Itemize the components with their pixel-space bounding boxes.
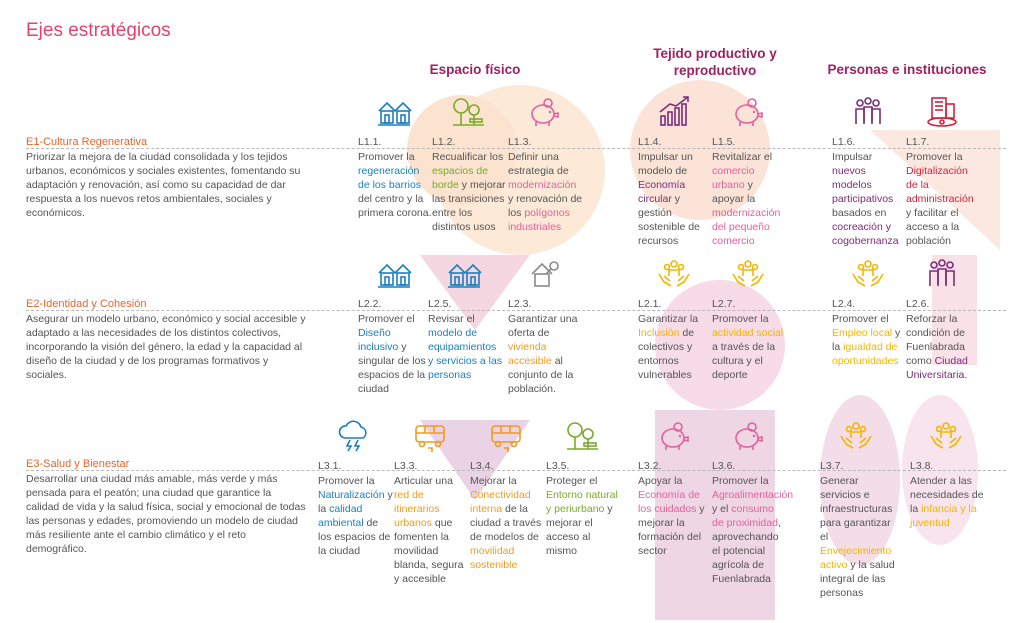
highlight-text: Ciudad Universitaria [906,355,968,381]
line-text-l12 [432,150,507,234]
line-code-l12: L1.2. [432,136,456,148]
line-code-l31: L3.1. [318,460,342,472]
line-text-l21 [638,312,713,382]
line-code-l35: L3.5. [546,460,570,472]
column-heading-tejido: Tejido productivo y reproductivo [653,46,777,78]
piggy-bank-icon [730,418,766,454]
line-code-l25: L2.5. [428,298,452,310]
highlight-text: modelo de equipamientos y servicios a las personas [428,327,503,381]
care-hands-icon [730,256,766,292]
row-title-e1: E1-Cultura Regenerativa [26,136,148,148]
care-hands-icon [850,256,886,292]
highlight-text: Conectividad interna [470,489,531,515]
body-text: . [964,369,968,381]
highlight-text: regeneración de los barrios [358,165,422,191]
line-code-l33: L3.3. [394,460,418,472]
line-code-l26: L2.6. [906,298,930,310]
line-text-l11 [358,150,433,220]
body-text: Generar servicios e infraestructuras para garantizar el [820,475,893,543]
body-text: Promover la [318,475,375,487]
highlight-text: modernización [508,179,577,191]
body-text: y singular de los espacios de la ciudad [358,341,426,395]
row-divider-e1 [26,148,1006,149]
highlight-text: actividad social [712,327,784,339]
houses-icon [376,256,412,292]
column-heading-espacio: Espacio físico [429,62,521,77]
highlight-text: movilidad sostenible [470,545,518,571]
body-text: de los espacios de la ciudad [318,517,391,557]
highlight-text: espacios de borde [432,165,489,191]
care-hands-icon [656,256,692,292]
line-text-l31 [318,474,393,558]
house-key-icon [526,256,562,292]
body-text: Promover la [358,151,415,163]
body-text: Garantizar una oferta de [508,313,578,339]
body-text: Revitalizar el [712,151,773,163]
line-code-l34: L3.4. [470,460,494,472]
row-description-e3: Desarrollar una ciudad más amable, más verde y más pensada para el peatón; una ciudad que garantice la calidad de vida y la salud física, social y emocional de todas las personas y edades, promoviendo un modelo de ciudad más resiliente ante el cambio climático y el reto demográfico. [26,473,306,555]
line-text-l32 [638,474,713,558]
storm-cloud-icon [336,418,372,454]
highlight-text: Inclusión [638,327,680,339]
care-hands-icon [838,418,874,454]
body-text: Promover el [358,313,415,325]
highlight-text: red de itinerarios urbanos [394,489,440,529]
line-text-l37 [820,474,895,600]
body-text: y gestión sostenible de recursos [638,193,700,247]
houses-icon [376,94,412,130]
body-text: Definir una estrategia de [508,151,569,177]
body-text: al conjunto de la población. [508,355,574,395]
body-text: y la salud integral de las personas [820,559,895,599]
line-code-l17: L1.7. [906,136,930,148]
body-text: y el [712,503,732,515]
highlight-text: vivienda accesible [508,341,552,367]
body-text: que fomenten la movilidad blanda, segura y accesible [394,517,464,585]
line-text-l25 [428,312,503,382]
park-icon [450,94,486,130]
line-code-l16: L1.6. [832,136,856,148]
highlight-text: Agroalimentación [712,489,794,501]
highlight-text: infancia y la juventud [910,503,977,529]
line-text-l24 [832,312,907,368]
line-code-l15: L1.5. [712,136,736,148]
highlight-text: Economía de los cuidados [638,489,700,515]
line-code-l22: L2.2. [358,298,382,310]
highlight-text: Economía circular [638,179,686,205]
highlight-text: cocreación y cogobernanza [832,221,899,247]
houses-icon [446,256,482,292]
body-text: Impulsar un modelo de [638,151,693,177]
highlight-text: Naturalización [318,489,385,501]
body-text: Apoyar la [638,475,683,487]
line-code-l13: L1.3. [508,136,532,148]
growth-chart-icon [656,94,692,130]
highlight-text: Diseño inclusivo [358,327,399,353]
body-text: y apoyar la [712,179,756,205]
line-code-l36: L3.6. [712,460,736,472]
line-code-l24: L2.4. [832,298,856,310]
park-icon [564,418,600,454]
row-description-e2: Asegurar un modelo urbano, económico y social accesible y adaptado a las necesidades de los distintos colectivos, incorporando la visión del género, la edad y la capacidad al diseño de la ciudad y de los programas formativos y sociales. [26,313,306,381]
body-text: de colectivos y entornos vulnerables [638,327,695,381]
highlight-text: Empleo local [832,327,893,339]
body-text: Promover el [832,313,889,325]
body-text: del centro y la primera corona. [358,193,432,219]
line-code-l11: L1.1. [358,136,382,148]
line-text-l34 [470,474,545,572]
line-text-l14 [638,150,713,248]
line-text-l13 [508,150,583,234]
line-code-l38: L3.8. [910,460,934,472]
row-title-e3: E3-Salud y Bienestar [26,458,130,470]
piggy-bank-icon [526,94,562,130]
people-group-icon [850,94,886,130]
highlight-text: Entorno natural y periurbano [546,489,618,515]
people-group-icon [924,256,960,292]
line-code-l32: L3.2. [638,460,662,472]
line-code-l23: L2.3. [508,298,532,310]
line-text-l33 [394,474,469,586]
body-text: Proteger el [546,475,598,487]
body-text: Atender a las necesidades de la [910,475,984,515]
care-hands-icon [928,418,964,454]
row-description-e1: Priorizar la mejora de la ciudad consolidada y los tejidos urbanos, económicos y sociales existentes, fomentando su adaptación y renovación, así como su capacidad de dar respuesta a los nuevos retos ambientales, sociales y económicos. [26,151,301,219]
highlight-text: igualdad de oportunidades [832,341,899,367]
body-text: y la [832,327,901,353]
line-text-l26 [906,312,981,382]
body-text: a través de la cultura y el deporte [712,341,776,381]
line-code-l21: L2.1. [638,298,662,310]
line-code-l27: L2.7. [712,298,736,310]
highlight-text: comercio urbano [712,165,755,191]
highlight-text: polígonos industriales [508,207,570,233]
digital-admin-icon [924,94,960,130]
body-text: basados en [832,207,887,219]
body-text: Promover la [712,313,769,325]
body-text: Garantizar la [638,313,699,325]
piggy-bank-icon [730,94,766,130]
body-text: Impulsar [832,151,873,163]
line-text-l36 [712,474,794,586]
line-text-l23 [508,312,583,396]
page-title: Ejes estratégicos [26,20,171,41]
body-text: y mejorar el acceso al mismo [546,503,613,557]
body-text: Promover la [712,475,769,487]
line-text-l22 [358,312,433,396]
body-text: Articular una [394,475,453,487]
body-text: y la [318,489,393,515]
row-divider-e2 [26,310,1006,311]
line-text-l35 [546,474,621,558]
body-text: Promover la [906,151,963,163]
electric-bus-icon [488,418,524,454]
body-text: Revisar el [428,313,475,325]
highlight-text: calidad ambiental [318,503,364,529]
line-text-l17 [906,150,981,248]
highlight-text: Envejecimiento activo [820,545,892,571]
body-text: y renovación de los [508,193,583,219]
line-code-l14: L1.4. [638,136,662,148]
highlight-text: nuevos modelos participativos [832,165,894,205]
line-code-l37: L3.7. [820,460,844,472]
line-text-l38 [910,474,985,530]
electric-bus-icon [412,418,448,454]
body-text: Mejorar la [470,475,517,487]
column-heading-personas: Personas e instituciones [827,62,987,77]
body-text: , aprovechando el potencial agrícola de Fuenlabrada [712,517,781,585]
highlight-text: consumo de proximidad [712,503,778,529]
row-title-e2: E2-Identidad y Cohesión [26,298,147,310]
body-text: y mejorar la formación del sector [638,503,705,557]
line-text-l15 [712,150,787,248]
body-text: de la ciudad a través de modelos de [470,503,542,543]
line-text-l27 [712,312,787,382]
highlight-text: modernización del pequeño comercio [712,207,781,247]
line-text-l16 [832,150,907,248]
piggy-bank-icon [656,418,692,454]
body-text: Reforzar la condición de Fuenlabrada como [906,313,965,367]
body-text: y mejorar las transiciones entre los distintos usos [432,179,506,233]
body-text: y facilitar el acceso a la población [906,207,960,247]
highlight-text: Digitalización de la administración [906,165,974,205]
body-text: Recualificar los [432,151,504,163]
row-divider-e3 [26,470,1006,471]
